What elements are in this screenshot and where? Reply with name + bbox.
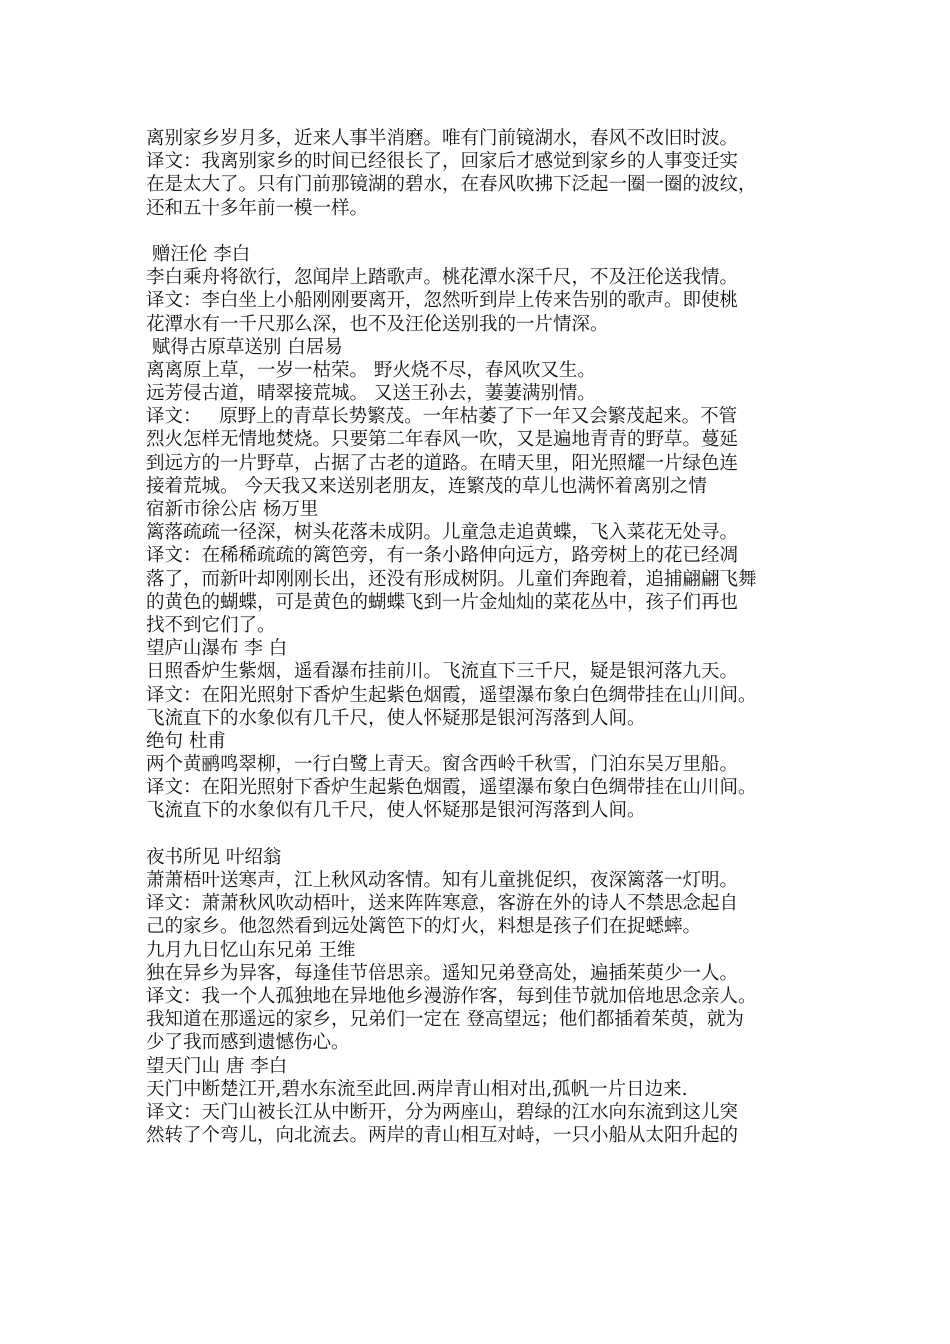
text-line: 赋得古原草送别 白居易 [146, 336, 343, 358]
text-line: 译文：在阳光照射下香炉生起紫色烟霞，遥望瀑布象白色绸带挂在山川间。 [146, 777, 757, 799]
text-line: 译文： 原野上的青草长势繁茂。一年枯萎了下一年又会繁茂起来。不管 [146, 406, 738, 428]
text-line: 落了，而新叶却刚刚长出，还没有形成树阴。儿童们奔跑着，追捕翩翩飞舞 [146, 568, 757, 590]
text-line: 赠汪伦 李白 [146, 243, 251, 265]
text-line: 少了我而感到遗憾伤心。 [146, 1032, 350, 1054]
text-line: 绝句 杜甫 [146, 730, 226, 752]
blank-line [146, 220, 866, 243]
text-line: 花潭水有一千尺那么深，也不及汪伦送别我的一片情深。 [146, 313, 609, 335]
text-line: 离别家乡岁月多，近来人事半消磨。唯有门前镜湖水，春风不改旧时波。 [146, 128, 739, 149]
text-line: 找不到它们了。 [146, 614, 276, 636]
text-line: 译文：萧萧秋风吹动梧叶，送来阵阵寒意，客游在外的诗人不禁思念起自 [146, 893, 739, 915]
text-line: 译文：天门山被长江从中断开，分为两座山，碧绿的江水向东流到这儿突 [146, 1101, 739, 1123]
text-line: 接着荒城。 今天我又来送别老朋友，连繁茂的草儿也满怀着离别之情 [146, 475, 707, 497]
text-line: 译文：我离别家乡的时间已经很长了，回家后才感觉到家乡的人事变迁实 [146, 151, 739, 173]
text-line: 远芳侵古道，晴翠接荒城。 又送王孙去，萋萋满别情。 [146, 383, 596, 405]
text-line: 望天门山 唐 李白 [146, 1055, 288, 1077]
text-line: 宿新市徐公店 杨万里 [146, 499, 319, 520]
text-line: 李白乘舟将欲行，忽闻岸上踏歌声。桃花潭水深千尺，不及汪伦送我情。 [146, 267, 739, 289]
text-line: 天门中断楚江开,碧水东流至此回.两岸青山相对出,孤帆一片日边来. [146, 1078, 688, 1100]
text-line: 两个黄鹂鸣翠柳，一行白鹭上青天。窗含西岭千秋雪，门泊东吴万里船。 [146, 754, 739, 776]
text-line: 译文：在阳光照射下香炉生起紫色烟霞，遥望瀑布象白色绸带挂在山川间。 [146, 684, 757, 706]
text-line: 九月九日忆山东兄弟 王维 [146, 939, 356, 961]
text-line: 还和五十多年前一模一样。 [146, 197, 369, 219]
text-line: 望庐山瀑布 李 白 [146, 638, 288, 660]
text-line: 我知道在那遥远的家乡，兄弟们一定在 登高望远；他们都插着茱萸，就为 [146, 1009, 744, 1031]
text-line: 在是太大了。只有门前那镜湖的碧水，在春风吹拂下泛起一圈一圈的波纹， [146, 174, 757, 196]
text-line: 然转了个弯儿，向北流去。两岸的青山相互对峙，一只小船从太阳升起的 [146, 1125, 739, 1147]
text-line: 译文：在稀稀疏疏的篱笆旁，有一条小路伸向远方，路旁树上的花已经凋 [146, 545, 739, 567]
text-line: 独在异乡为异客，每逢佳节倍思亲。遥知兄弟登高处，遍插茱萸少一人。 [146, 962, 739, 984]
text-line: 译文：李白坐上小船刚刚要离开，忽然听到岸上传来告别的歌声。即使桃 [146, 290, 739, 312]
text-line: 篱落疏疏一径深，树头花落未成阴。儿童急走追黄蝶，飞入菜花无处寻。 [146, 522, 739, 544]
document-page [146, 127, 866, 1147]
text-line: 到远方的一片野草，占据了古老的道路。在晴天里，阳光照耀一片绿色连 [146, 452, 739, 474]
text-line: 飞流直下的水象似有几千尺，使人怀疑那是银河泻落到人间。 [146, 707, 646, 729]
text-line: 夜书所见 叶绍翁 [146, 846, 282, 868]
text-line: 烈火怎样无情地焚烧。只要第二年春风一吹，又是遍地青青的野草。蔓延 [146, 429, 739, 451]
text-line: 译文：我一个人孤独地在异地他乡漫游作客，每到佳节就加倍地思念亲人。 [146, 985, 757, 1007]
text-line: 离离原上草，一岁一枯荣。 野火烧不尽，春风吹又生。 [146, 359, 596, 381]
text-line: 飞流直下的水象似有几千尺，使人怀疑那是银河泻落到人间。 [146, 800, 646, 822]
text-line: 日照香炉生紫烟，遥看瀑布挂前川。飞流直下三千尺，疑是银河落九天。 [146, 661, 739, 683]
text-line: 的黄色的蝴蝶，可是黄色的蝴蝶飞到一片金灿灿的菜花丛中，孩子们再也 [146, 591, 739, 613]
text-line: 己的家乡。他忽然看到远处篱笆下的灯火，料想是孩子们在捉蟋蟀。 [146, 916, 702, 938]
blank-line [146, 823, 866, 846]
text-line: 萧萧梧叶送寒声，江上秋风动客情。知有儿童挑促织，夜深篱落一灯明。 [146, 870, 739, 891]
